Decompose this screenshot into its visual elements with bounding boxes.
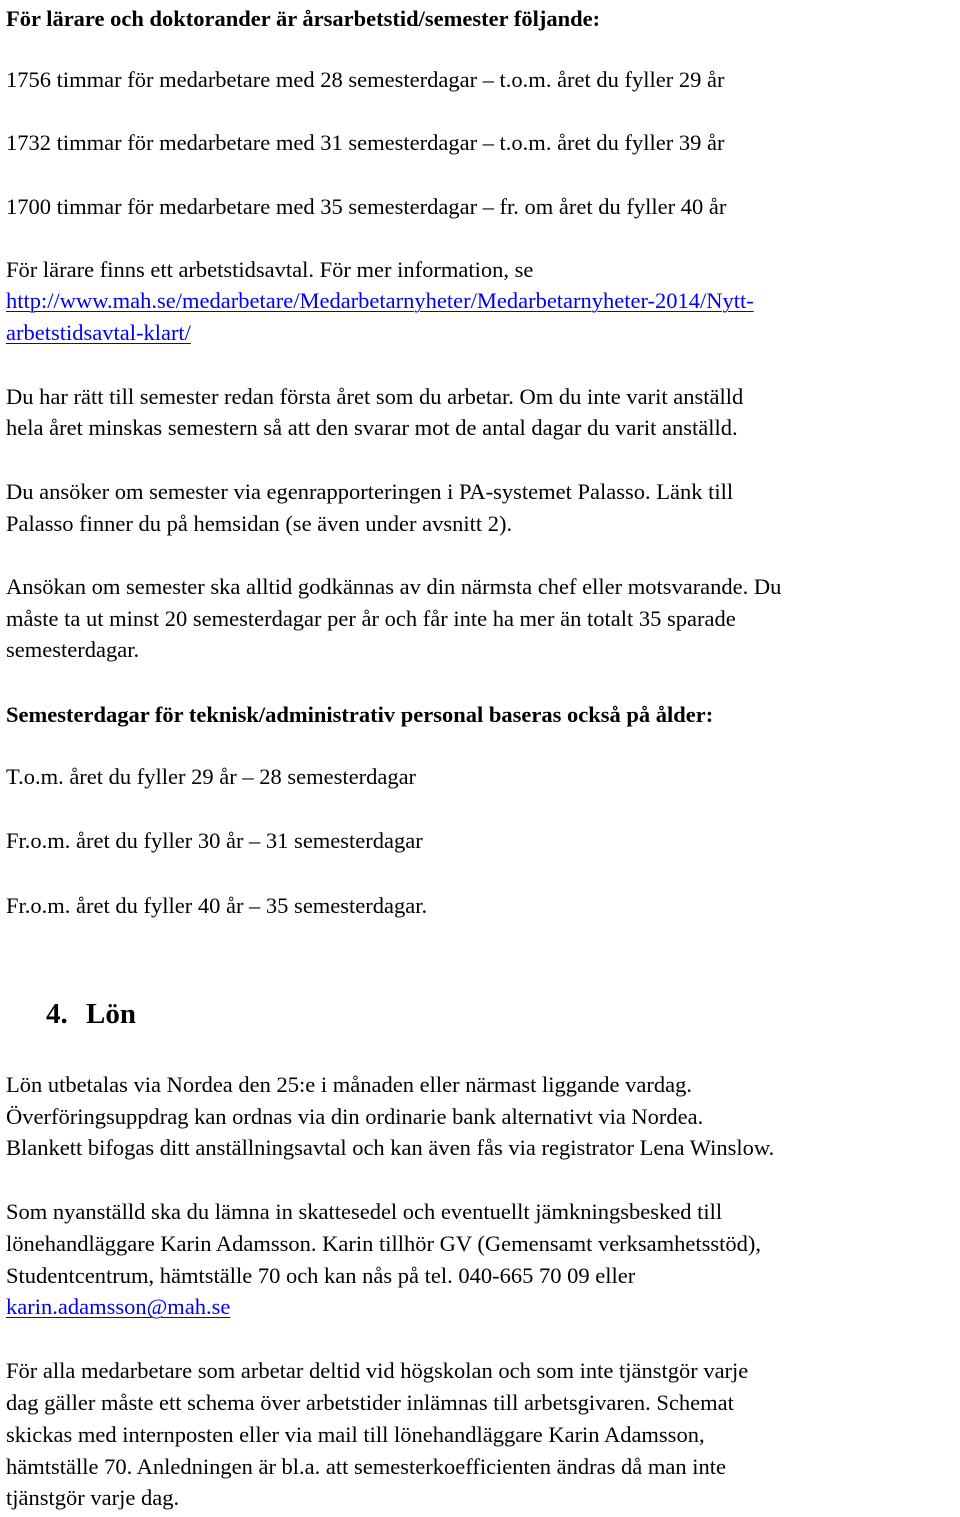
newhire-paragraph-line: lönehandläggare Karin Adamsson. Karin tillhör GV (Gemensamt verksamhetsstöd), (6, 1231, 762, 1256)
parttime-paragraph-line: tjänstgör varje dag. (6, 1485, 180, 1510)
apply-paragraph-line: Palasso finner du på hemsidan (se även under avsnitt 2). (6, 511, 513, 536)
parttime-paragraph-line: skickas med internposten eller via mail till lönehandläggare Karin Adamsson, (6, 1422, 705, 1447)
teacher-hours-row: 1732 timmar för medarbetare med 31 semesterdagar – t.o.m. året du fyller 39 år (6, 130, 725, 155)
parttime-paragraph-line: hämtställe 70. Anledningen är bl.a. att semesterkoefficienten ändras då man inte (6, 1454, 726, 1479)
salary-paragraph-line: Överföringsuppdrag kan ordnas via din ordinarie bank alternativt via Nordea. (6, 1104, 704, 1129)
agreement-link-continued[interactable]: arbetstidsavtal-klart/ (6, 320, 191, 345)
approval-paragraph-line: semesterdagar. (6, 637, 140, 662)
approval-paragraph-line: Ansökan om semester ska alltid godkännas av din närmsta chef eller motsvarande. Du (6, 574, 782, 599)
email-link[interactable]: karin.adamsson@mah.se (6, 1294, 231, 1319)
parttime-paragraph-line: För alla medarbetare som arbetar deltid vid högskolan och som inte tjänstgör varje (6, 1358, 749, 1383)
section-title: Lön (86, 998, 136, 1030)
apply-paragraph-line: Du ansöker om semester via egenrapporteringen i PA-systemet Palasso. Länk till (6, 479, 734, 504)
teacher-hours-row: 1756 timmar för medarbetare med 28 semesterdagar – t.o.m. året du fyller 29 år (6, 67, 725, 92)
agreement-link[interactable]: http://www.mah.se/medarbetare/Medarbetarnyheter/Medarbetarnyheter-2014/Nytt- (6, 288, 754, 313)
vacation-paragraph-line: hela året minskas semestern så att den svarar mot de antal dagar du varit anställd. (6, 415, 738, 440)
newhire-paragraph-line: Studentcentrum, hämtställe 70 och kan nås på tel. 040-665 70 09 eller (6, 1263, 636, 1288)
admin-vacation-heading: Semesterdagar för teknisk/administrativ personal baseras också på ålder: (6, 702, 714, 727)
vacation-paragraph-line: Du har rätt till semester redan första året som du arbetar. Om du inte varit anställd (6, 384, 744, 409)
teacher-vacation-intro: För lärare och doktorander är årsarbetstid/semester följande: (6, 6, 601, 31)
salary-paragraph-line: Lön utbetalas via Nordea den 25:e i månaden eller närmast liggande vardag. (6, 1072, 692, 1097)
approval-paragraph-line: måste ta ut minst 20 semesterdagar per år och får inte ha mer än totalt 35 sparade (6, 606, 736, 631)
section-number: 4. (46, 998, 68, 1030)
admin-vacation-row: T.o.m. året du fyller 29 år – 28 semesterdagar (6, 764, 417, 789)
admin-vacation-row: Fr.o.m. året du fyller 30 år – 31 semesterdagar (6, 828, 423, 853)
parttime-paragraph-line: dag gäller måste ett schema över arbetstider inlämnas till arbetsgivaren. Schemat (6, 1390, 734, 1415)
salary-paragraph-line: Blankett bifogas ditt anställningsavtal och kan även fås via registrator Lena Winslow. (6, 1135, 775, 1160)
section-heading-salary (46, 996, 136, 1032)
teacher-hours-row: 1700 timmar för medarbetare med 35 semesterdagar – fr. om året du fyller 40 år (6, 194, 727, 219)
newhire-paragraph-line: Som nyanställd ska du lämna in skattesedel och eventuellt jämkningsbesked till (6, 1199, 723, 1224)
admin-vacation-row: Fr.o.m. året du fyller 40 år – 35 semesterdagar. (6, 893, 428, 918)
agreement-text: För lärare finns ett arbetstidsavtal. För mer information, se (6, 257, 534, 282)
